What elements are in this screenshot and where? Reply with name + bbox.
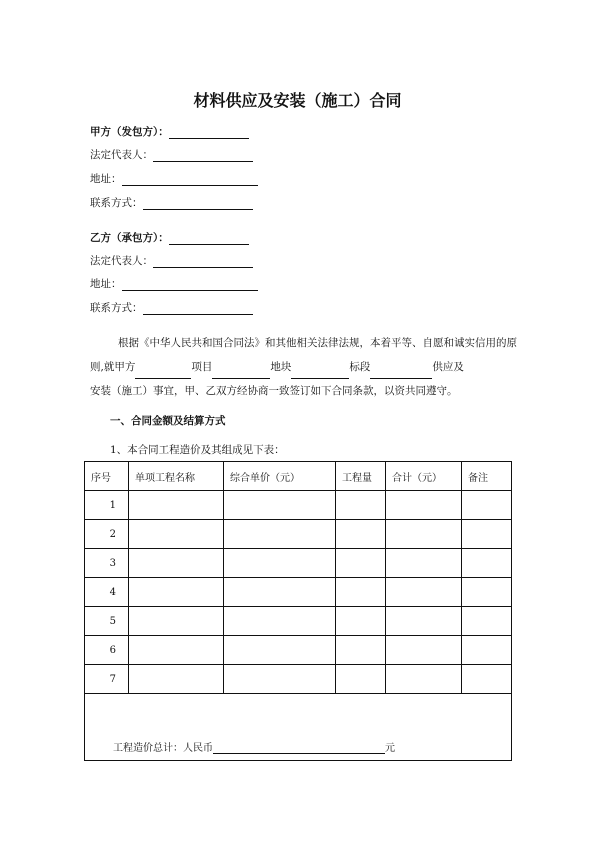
cell-quantity[interactable] xyxy=(336,665,386,694)
party-b-contact-row xyxy=(90,300,253,315)
cell-quantity[interactable] xyxy=(336,636,386,665)
cell-item-name[interactable] xyxy=(129,549,224,578)
party-b-contact-label: 联系方式： xyxy=(90,302,143,314)
header-unit-price: 综合单价（元） xyxy=(224,462,336,491)
party-a-contact-blank[interactable] xyxy=(143,197,253,210)
header-remarks: 备注 xyxy=(462,462,512,491)
preamble-paragraph xyxy=(90,331,517,403)
cell-remarks[interactable] xyxy=(462,549,512,578)
total-label: 工程造价总计：人民币 xyxy=(113,743,213,754)
preamble-line-3: 安装（施工）事宜，甲、乙双方经协商一致签订如下合同条款，以资共同遵守。 xyxy=(90,385,458,397)
cell-subtotal[interactable] xyxy=(386,578,462,607)
cell-item-name[interactable] xyxy=(129,607,224,636)
cell-item-name[interactable] xyxy=(129,665,224,694)
cell-subtotal[interactable] xyxy=(386,636,462,665)
party-b-name-blank[interactable] xyxy=(169,232,249,245)
table-row xyxy=(85,607,512,636)
cell-quantity[interactable] xyxy=(336,520,386,549)
cell-item-name[interactable] xyxy=(129,520,224,549)
party-a-address-row xyxy=(90,171,258,186)
row-index: 2 xyxy=(85,520,129,549)
table-header-row xyxy=(85,462,512,491)
header-quantity: 工程量 xyxy=(336,462,386,491)
table-row xyxy=(85,578,512,607)
party-a-rep-label: 法定代表人： xyxy=(90,149,153,161)
total-cell xyxy=(85,694,512,761)
cell-item-name[interactable] xyxy=(129,491,224,520)
total-row xyxy=(85,694,512,761)
cell-subtotal[interactable] xyxy=(386,491,462,520)
cell-quantity[interactable] xyxy=(336,578,386,607)
table-row xyxy=(85,520,512,549)
cell-unit-price[interactable] xyxy=(224,607,336,636)
cell-remarks[interactable] xyxy=(462,491,512,520)
party-b-rep-label: 法定代表人： xyxy=(90,255,153,267)
cell-item-name[interactable] xyxy=(129,636,224,665)
plot-blank[interactable] xyxy=(212,366,270,379)
cell-item-name[interactable] xyxy=(129,578,224,607)
table-row xyxy=(85,636,512,665)
cell-remarks[interactable] xyxy=(462,636,512,665)
cell-subtotal[interactable] xyxy=(386,520,462,549)
row-index: 5 xyxy=(85,607,129,636)
section-1-item-1: 1、本合同工程造价及其组成见下表： xyxy=(110,444,285,456)
cell-unit-price[interactable] xyxy=(224,665,336,694)
table-row xyxy=(85,491,512,520)
cell-subtotal[interactable] xyxy=(386,665,462,694)
party-a-address-blank[interactable] xyxy=(122,173,258,186)
cell-unit-price[interactable] xyxy=(224,636,336,665)
cell-remarks[interactable] xyxy=(462,607,512,636)
header-subtotal: 合计（元） xyxy=(386,462,462,491)
cell-unit-price[interactable] xyxy=(224,491,336,520)
table-row xyxy=(85,665,512,694)
party-b-rep-row xyxy=(90,253,253,268)
party-a-rep-blank[interactable] xyxy=(153,149,253,162)
cell-quantity[interactable] xyxy=(336,491,386,520)
cell-remarks[interactable] xyxy=(462,520,512,549)
cell-unit-price[interactable] xyxy=(224,549,336,578)
cell-subtotal[interactable] xyxy=(386,607,462,636)
header-index: 序号 xyxy=(85,462,129,491)
party-a-address-label: 地址： xyxy=(90,173,122,185)
party-b-address-label: 地址： xyxy=(90,278,122,290)
party-b-address-blank[interactable] xyxy=(122,278,258,291)
cell-unit-price[interactable] xyxy=(224,578,336,607)
party-b-rep-blank[interactable] xyxy=(153,255,253,268)
table-row xyxy=(85,549,512,578)
section-1-heading: 一、合同金额及结算方式 xyxy=(110,415,226,427)
party-b-heading-row xyxy=(90,230,249,245)
party-a-heading: 甲方（发包方）： xyxy=(90,126,169,138)
row-index: 4 xyxy=(85,578,129,607)
section-blank[interactable] xyxy=(291,366,349,379)
document-title: 材料供应及安装（施工）合同 xyxy=(193,91,402,110)
header-item-name: 单项工程名称 xyxy=(129,462,224,491)
preamble-line-2: 则,就甲方 项目 地块 标段 供应及 xyxy=(90,355,510,379)
party-a-rep-row xyxy=(90,147,253,162)
total-amount-blank[interactable] xyxy=(213,741,385,754)
cell-quantity[interactable] xyxy=(336,607,386,636)
party-a-name-blank[interactable] xyxy=(169,126,249,139)
cell-remarks[interactable] xyxy=(462,665,512,694)
party-b-address-row xyxy=(90,276,258,291)
cell-quantity[interactable] xyxy=(336,549,386,578)
cell-subtotal[interactable] xyxy=(386,549,462,578)
total-unit: 元 xyxy=(385,743,395,754)
party-a-contact-label: 联系方式： xyxy=(90,197,143,209)
row-index: 3 xyxy=(85,549,129,578)
party-a-contact-row xyxy=(90,195,253,210)
row-index: 1 xyxy=(85,491,129,520)
cell-remarks[interactable] xyxy=(462,578,512,607)
party-b-heading: 乙方（承包方）： xyxy=(90,232,169,244)
material-blank[interactable] xyxy=(370,366,432,379)
project-blank[interactable] xyxy=(135,366,191,379)
row-index: 6 xyxy=(85,636,129,665)
party-a-heading-row xyxy=(90,124,249,139)
party-b-contact-blank[interactable] xyxy=(143,302,253,315)
cell-unit-price[interactable] xyxy=(224,520,336,549)
preamble-line-1: 根据《中华人民共和国合同法》和其他相关法律法规，本着平等、自愿和诚实信用的原 xyxy=(118,337,517,349)
row-index: 7 xyxy=(85,665,129,694)
cost-table xyxy=(84,461,512,761)
